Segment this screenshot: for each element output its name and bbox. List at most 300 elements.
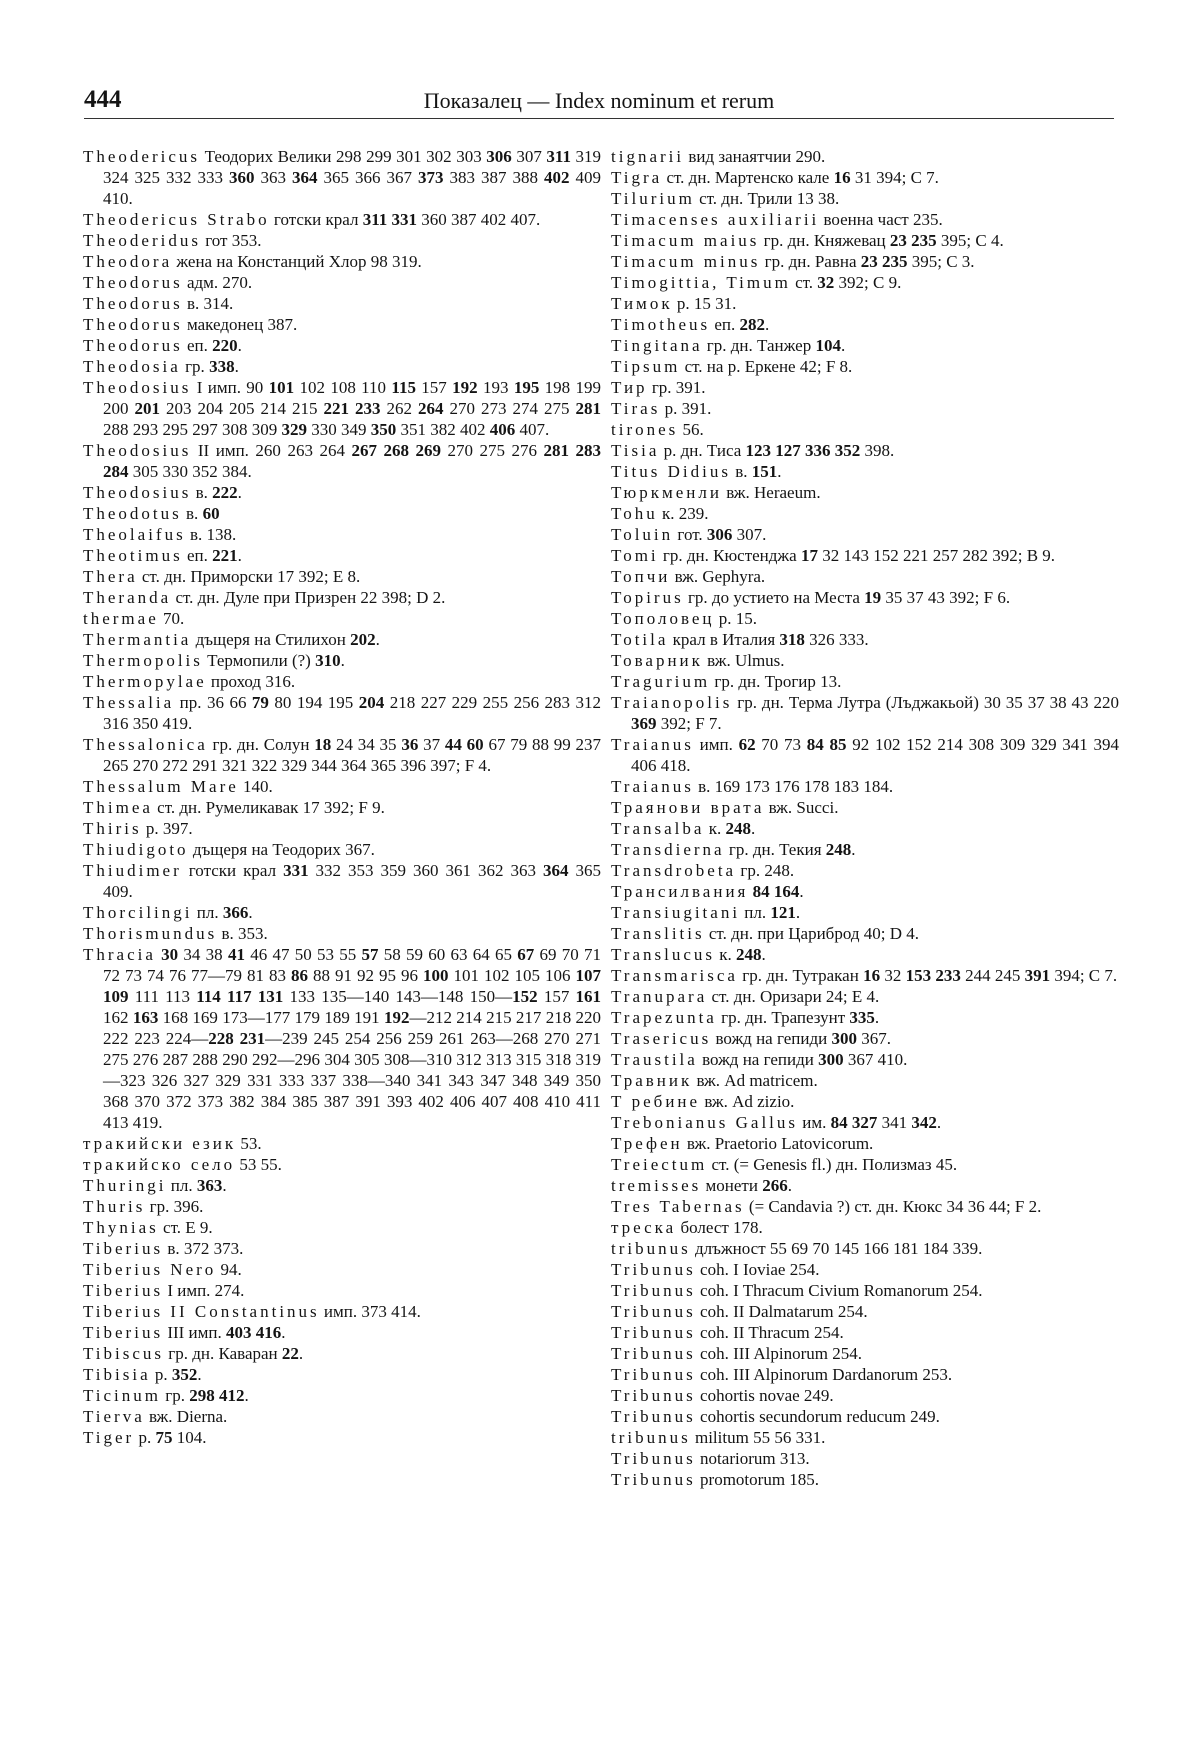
entry-headword: Thessalum Mare xyxy=(83,777,239,796)
index-entry xyxy=(83,1217,601,1238)
index-entry xyxy=(611,671,1119,692)
entry-headword: Thimea xyxy=(83,798,153,817)
index-entry xyxy=(611,839,1119,860)
index-entry xyxy=(611,881,1119,902)
entry-text: cohortis novae 249. xyxy=(695,1386,834,1405)
entry-headword: tremisses xyxy=(611,1176,702,1195)
index-entry xyxy=(611,440,1119,461)
index-entry xyxy=(611,1133,1119,1154)
index-entry xyxy=(611,482,1119,503)
entry-text: 30 34 38 41 46 47 50 53 55 57 58 59 60 63 64 65 67 69 70 71 72 73 74 76 77—79 81 83 86 88 91 92 95 96 100 101 102 105 106 107 109 111 113 114 117 131 133 135—140 143—148 150—152 157 161 162 163 168 169 173—177 179 189 191 192—212 214 215 217 218 220 222 223 224—228 231—239 245 254 256 259 261 263—268 270 271 275 276 287 288 290 292—296 304 305 308—310 312 313 315 318 319—323 326 327 329 331 333 337 338—340 341 343 347 348 349 350 368 370 372 373 382 384 385 387 391 393 402 406 407 408 410 411 413 419. xyxy=(103,945,602,1132)
entry-headword: Товарник xyxy=(611,651,703,670)
index-entry xyxy=(83,1259,601,1280)
index-entry xyxy=(611,986,1119,1007)
index-entry xyxy=(611,419,1119,440)
entry-headword: tribunus xyxy=(611,1428,691,1447)
entry-headword: Tiberius xyxy=(83,1281,164,1300)
entry-text: гр. дн. Танжер 104. xyxy=(702,336,846,355)
entry-headword: Tibisia xyxy=(83,1365,151,1384)
entry-headword: Traianus xyxy=(611,735,694,754)
index-entry xyxy=(83,1133,601,1154)
entry-text: готски крал 311 331 360 387 402 407. xyxy=(269,210,541,229)
entry-text: гр. 248. xyxy=(736,861,795,880)
entry-text: к. 248. xyxy=(704,819,756,838)
page-header xyxy=(84,86,1114,120)
index-entry xyxy=(83,734,601,776)
entry-text: гот 353. xyxy=(200,231,262,250)
entry-text: еп. 221. xyxy=(182,546,242,565)
entry-headword: Theodora xyxy=(83,252,173,271)
entry-text: вж. Praetorio Latovicorum. xyxy=(682,1134,874,1153)
index-entry xyxy=(611,545,1119,566)
index-entry xyxy=(611,944,1119,965)
entry-text: 140. xyxy=(238,777,273,796)
entry-headword: Thynias xyxy=(83,1218,159,1237)
entry-text: I имп. 274. xyxy=(163,1281,245,1300)
entry-headword: Thorcilingi xyxy=(83,903,193,922)
entry-headword: Tribunus xyxy=(611,1344,696,1363)
index-entry xyxy=(611,734,1119,776)
entry-text: ст. дн. Трили 13 38. xyxy=(694,189,840,208)
entry-text: в. 222. xyxy=(191,483,242,502)
entry-text: дъщеря на Стилихон 202. xyxy=(191,630,380,649)
entry-headword: Thessalia xyxy=(83,693,175,712)
entry-headword: Titus Didius xyxy=(611,462,731,481)
entry-headword: Tomi xyxy=(611,546,659,565)
entry-headword: Theodorus xyxy=(83,315,183,334)
header-rule xyxy=(84,118,1114,119)
index-entry xyxy=(83,1238,601,1259)
entry-headword: Thermantia xyxy=(83,630,192,649)
index-entry xyxy=(83,1427,601,1448)
entry-text: 70. xyxy=(158,609,185,628)
entry-text: ст. дн. Мартенско кале 16 31 394; C 7. xyxy=(662,168,939,187)
index-entry xyxy=(83,860,601,902)
entry-headword: Tiras xyxy=(611,399,661,418)
entry-text: вж. Ad zizio. xyxy=(700,1092,795,1111)
entry-headword: Traianus xyxy=(611,777,694,796)
index-entry xyxy=(83,1175,601,1196)
index-entry xyxy=(611,1427,1119,1448)
index-entry xyxy=(83,1406,601,1427)
entry-headword: Timotheus xyxy=(611,315,711,334)
entry-text: македонец 387. xyxy=(182,315,298,334)
entry-headword: Tohu xyxy=(611,504,658,523)
entry-headword: Тюркменли xyxy=(611,483,722,502)
entry-headword: Trebonianus Gallus xyxy=(611,1113,799,1132)
entry-text: р. дн. Тиса 123 127 336 352 398. xyxy=(659,441,895,460)
index-entry xyxy=(83,1322,601,1343)
entry-text: имп. 62 70 73 84 85 92 102 152 214 308 309 329 341 394 406 418. xyxy=(631,735,1120,775)
index-entry xyxy=(611,209,1119,230)
index-entry xyxy=(611,1385,1119,1406)
entry-text: в. 353. xyxy=(217,924,268,943)
index-entry xyxy=(83,839,601,860)
entry-headword: Translitis xyxy=(611,924,705,943)
index-entry xyxy=(611,356,1119,377)
entry-headword: Tragurium xyxy=(611,672,711,691)
entry-text: р. 75 104. xyxy=(134,1428,207,1447)
entry-text: coh. III Alpinorum Dardanorum 253. xyxy=(695,1365,953,1384)
index-entry xyxy=(611,251,1119,272)
entry-text: пл. 363. xyxy=(166,1176,227,1195)
index-entry xyxy=(83,356,601,377)
index-entry xyxy=(611,1154,1119,1175)
entry-headword: Transdrobeta xyxy=(611,861,737,880)
index-entry xyxy=(611,692,1119,734)
entry-headword: Theolaifus xyxy=(83,525,186,544)
entry-text: вж. Succi. xyxy=(764,798,839,817)
entry-headword: Thiris xyxy=(83,819,142,838)
entry-headword: Tibiscus xyxy=(83,1344,165,1363)
index-entry xyxy=(611,188,1119,209)
entry-text: в. 372 373. xyxy=(163,1239,244,1258)
entry-text: имп. 373 414. xyxy=(319,1302,421,1321)
index-entry xyxy=(83,1343,601,1364)
index-entry xyxy=(611,503,1119,524)
index-entry xyxy=(83,1301,601,1322)
entry-headword: Thorismundus xyxy=(83,924,218,943)
entry-text: вожд на гепиди 300 367. xyxy=(711,1029,891,1048)
entry-text: вж. Gephyra. xyxy=(670,567,766,586)
entry-headword: Thera xyxy=(83,567,138,586)
entry-headword: Тир xyxy=(611,378,648,397)
entry-text: проход 316. xyxy=(206,672,296,691)
index-entry xyxy=(83,608,601,629)
entry-headword: Tribunus xyxy=(611,1323,696,1342)
entry-text: дъщеря на Теодорих 367. xyxy=(188,840,375,859)
entry-text: II имп. 260 263 264 267 268 269 270 275 276 281 283 284 305 330 352 384. xyxy=(103,441,602,481)
entry-text: гр. дн. Терма Лутра (Лъджакьой) 30 35 37 38 43 220 369 392; F 7. xyxy=(631,693,1119,733)
entry-text: к. 248. xyxy=(715,945,766,964)
entry-text: гот. 306 307. xyxy=(673,525,767,544)
entry-headword: Translucus xyxy=(611,945,715,964)
entry-text: notariorum 313. xyxy=(695,1449,810,1468)
entry-text: 56. xyxy=(678,420,704,439)
entry-text: ст. дн. Румеликавак 17 392; F 9. xyxy=(152,798,385,817)
index-entry xyxy=(611,1091,1119,1112)
index-entry xyxy=(83,293,601,314)
index-entry xyxy=(611,1112,1119,1133)
index-entry xyxy=(611,1217,1119,1238)
index-entry xyxy=(611,146,1119,167)
index-entry xyxy=(611,377,1119,398)
index-entry xyxy=(611,230,1119,251)
entry-text: гр. 338. xyxy=(180,357,239,376)
index-entry xyxy=(83,587,601,608)
entry-headword: Tribunus xyxy=(611,1470,696,1489)
index-entry xyxy=(83,1196,601,1217)
entry-headword: Timogittia, Timum xyxy=(611,273,791,292)
index-entry xyxy=(83,272,601,293)
index-entry xyxy=(611,818,1119,839)
index-entry xyxy=(611,776,1119,797)
entry-text: в. 169 173 176 178 183 184. xyxy=(693,777,894,796)
index-entry xyxy=(83,818,601,839)
entry-headword: Tiberius xyxy=(83,1239,164,1258)
index-entry xyxy=(611,1028,1119,1049)
entry-text: 53 55. xyxy=(235,1155,282,1174)
index-entry xyxy=(83,482,601,503)
entry-headword: Травник xyxy=(611,1071,693,1090)
index-entry xyxy=(611,167,1119,188)
entry-headword: Thermopylae xyxy=(83,672,207,691)
entry-text: к. 239. xyxy=(657,504,709,523)
entry-headword: Theodosia xyxy=(83,357,181,376)
entry-headword: Трансилвания xyxy=(611,882,749,901)
entry-text: III имп. 403 416. xyxy=(163,1323,286,1342)
entry-text: в. 60 xyxy=(181,504,220,523)
entry-text: coh. II Dalmatarum 254. xyxy=(695,1302,868,1321)
entry-headword: Thuris xyxy=(83,1197,146,1216)
entry-headword: Tigra xyxy=(611,168,663,187)
entry-headword: Tipsum xyxy=(611,357,681,376)
entry-text: Термопили (?) 310. xyxy=(202,651,345,670)
index-entry xyxy=(611,902,1119,923)
entry-text: гр. дн. Трапезунт 335. xyxy=(716,1008,880,1027)
entry-headword: Tiger xyxy=(83,1428,135,1447)
index-column-left xyxy=(83,146,601,1448)
index-entry xyxy=(611,314,1119,335)
entry-text: promotorum 185. xyxy=(695,1470,820,1489)
entry-headword: Thiudimer xyxy=(83,861,182,880)
index-entry xyxy=(83,629,601,650)
entry-text: I имп. 90 101 102 108 110 115 157 192 193 195 198 199 200 201 203 204 205 214 215 221 233 262 264 270 273 274 275 281 288 293 295 297 308 309 329 330 349 350 351 382 402 406 407. xyxy=(103,378,602,439)
index-entry xyxy=(83,377,601,440)
entry-text: coh. I Ioviae 254. xyxy=(695,1260,820,1279)
entry-headword: Тимок xyxy=(611,294,673,313)
entry-text: ст. дн. Дуле при Призрен 22 398; D 2. xyxy=(171,588,446,607)
entry-text: еп. 282. xyxy=(710,315,770,334)
entry-headword: Т ребине xyxy=(611,1092,701,1111)
entry-text: болест 178. xyxy=(676,1218,763,1237)
entry-headword: Totila xyxy=(611,630,669,649)
index-entry xyxy=(611,1259,1119,1280)
entry-headword: Топчи xyxy=(611,567,671,586)
entry-headword: Transmarisca xyxy=(611,966,738,985)
entry-text: гр. дн. Каваран 22. xyxy=(164,1344,304,1363)
index-entry xyxy=(83,923,601,944)
index-entry xyxy=(83,314,601,335)
index-entry xyxy=(611,1007,1119,1028)
index-entry xyxy=(83,251,601,272)
entry-headword: тракийски език xyxy=(83,1134,237,1153)
entry-headword: Thracia xyxy=(83,945,156,964)
entry-text: р. 15 31. xyxy=(672,294,737,313)
entry-text: в. 151. xyxy=(730,462,782,481)
entry-headword: Theodericus Strabo xyxy=(83,210,270,229)
index-entry xyxy=(83,209,601,230)
entry-text: в. 314. xyxy=(182,294,234,313)
entry-headword: Theodosius xyxy=(83,483,192,502)
entry-headword: Theotimus xyxy=(83,546,183,565)
index-entry xyxy=(611,293,1119,314)
entry-text: монети 266. xyxy=(701,1176,792,1195)
entry-headword: Thermopolis xyxy=(83,651,203,670)
index-entry xyxy=(611,1406,1119,1427)
index-entry xyxy=(83,776,601,797)
entry-text: гр. 298 412. xyxy=(161,1386,249,1405)
index-column-right xyxy=(611,146,1119,1490)
entry-headword: Tingitana xyxy=(611,336,703,355)
entry-text: адм. 270. xyxy=(182,273,253,292)
entry-headword: Timacenses auxiliarii xyxy=(611,210,820,229)
entry-headword: Transalba xyxy=(611,819,705,838)
entry-headword: Tribunus xyxy=(611,1449,696,1468)
index-entry xyxy=(611,524,1119,545)
index-entry xyxy=(611,1238,1119,1259)
entry-text: вожд на гепиди 300 367 410. xyxy=(697,1050,908,1069)
entry-text: крал в Италия 318 326 333. xyxy=(668,630,869,649)
entry-text: гр. дн. Текия 248. xyxy=(724,840,856,859)
entry-text: р. 391. xyxy=(660,399,712,418)
entry-headword: Tiberius Nero xyxy=(83,1260,217,1279)
index-entry xyxy=(83,335,601,356)
index-entry xyxy=(611,965,1119,986)
entry-headword: Topirus xyxy=(611,588,684,607)
entry-text: им. 84 327 341 342. xyxy=(798,1113,942,1132)
entry-text: гр. 391. xyxy=(647,378,706,397)
index-entry xyxy=(83,524,601,545)
entry-headword: Theranda xyxy=(83,588,172,607)
entry-text: вид занаятчии 290. xyxy=(684,147,826,166)
index-entry xyxy=(611,1196,1119,1217)
index-entry xyxy=(611,1070,1119,1091)
index-entry xyxy=(83,545,601,566)
entry-text: еп. 220. xyxy=(182,336,242,355)
index-entry xyxy=(83,566,601,587)
entry-text: р. 352. xyxy=(150,1365,202,1384)
entry-text: жена на Констанций Хлор 98 319. xyxy=(172,252,422,271)
entry-headword: Theodosius xyxy=(83,441,192,460)
entry-text: coh. III Alpinorum 254. xyxy=(695,1344,862,1363)
index-entry xyxy=(611,1301,1119,1322)
entry-headword: Thiudigoto xyxy=(83,840,189,859)
entry-text: гр. дн. Тутракан 16 32 153 233 244 245 391 394; C 7. xyxy=(737,966,1118,985)
index-entry xyxy=(83,1385,601,1406)
entry-text: гр. дн. Солун 18 24 34 35 36 37 44 60 67 79 88 99 237 265 270 272 291 321 322 329 344 364 365 396 397; F 4. xyxy=(103,735,602,775)
index-entry xyxy=(611,629,1119,650)
index-entry xyxy=(83,692,601,734)
entry-headword: thermae xyxy=(83,609,159,628)
index-entry xyxy=(611,461,1119,482)
entry-headword: Tiberius II Constantinus xyxy=(83,1302,320,1321)
entry-headword: tribunus xyxy=(611,1239,691,1258)
entry-headword: Tranupara xyxy=(611,987,708,1006)
entry-headword: Trasericus xyxy=(611,1029,712,1048)
entry-text: вж. Ulmus. xyxy=(702,651,785,670)
entry-headword: Tisia xyxy=(611,441,660,460)
entry-headword: Trapezunta xyxy=(611,1008,717,1027)
entry-text: длъжност 55 69 70 145 166 181 184 339. xyxy=(690,1239,983,1258)
index-entry xyxy=(83,503,601,524)
entry-headword: Traianopolis xyxy=(611,693,733,712)
entry-text: 84 164. xyxy=(752,882,804,901)
entry-headword: Tribunus xyxy=(611,1407,696,1426)
entry-headword: Theodorus xyxy=(83,294,183,313)
index-entry xyxy=(611,860,1119,881)
entry-text: militum 55 56 331. xyxy=(690,1428,826,1447)
index-entry xyxy=(83,146,601,209)
index-entry xyxy=(611,566,1119,587)
entry-headword: Transdierna xyxy=(611,840,725,859)
entry-text: в. 138. xyxy=(185,525,237,544)
index-entry xyxy=(83,902,601,923)
index-entry xyxy=(611,1469,1119,1490)
entry-headword: Toluin xyxy=(611,525,674,544)
entry-text: ст. дн. при Цариброд 40; D 4. xyxy=(704,924,919,943)
entry-text: вж. Dierna. xyxy=(144,1407,228,1426)
entry-text: ст. E 9. xyxy=(158,1218,213,1237)
entry-headword: Tribunus xyxy=(611,1302,696,1321)
index-entry xyxy=(83,671,601,692)
entry-text: ст. (= Genesis fl.) дн. Полизмаз 45. xyxy=(707,1155,958,1174)
running-title: Показалец — Index nominum et rerum xyxy=(423,88,775,113)
entry-headword: Thessalonica xyxy=(83,735,208,754)
entry-headword: Theodosius xyxy=(83,378,192,397)
entry-headword: Tres Tabernas xyxy=(611,1197,745,1216)
index-entry xyxy=(83,440,601,482)
entry-text: вж. Ad matricem. xyxy=(692,1071,818,1090)
entry-text: cohortis secundorum reducum 249. xyxy=(695,1407,940,1426)
entry-text: coh. II Thracum 254. xyxy=(695,1323,844,1342)
entry-headword: Traustila xyxy=(611,1050,698,1069)
index-entry xyxy=(611,272,1119,293)
entry-text: р. 15. xyxy=(714,609,758,628)
index-entry xyxy=(611,650,1119,671)
entry-text: готски крал 331 332 353 359 360 361 362 363 364 365 409. xyxy=(103,861,602,901)
entry-headword: Theodorus xyxy=(83,336,183,355)
entry-text: Теодорих Велики 298 299 301 302 303 306 307 311 319 324 325 332 333 360 363 364 365 366 367 373 383 387 388 402 409 410. xyxy=(103,147,602,208)
entry-text: 53. xyxy=(236,1134,262,1153)
entry-headword: Timacum minus xyxy=(611,252,761,271)
entry-text: coh. I Thracum Civium Romanorum 254. xyxy=(695,1281,983,1300)
index-entry xyxy=(611,923,1119,944)
entry-headword: треска xyxy=(611,1218,677,1237)
entry-text: военна част 235. xyxy=(819,210,943,229)
entry-text: гр. 396. xyxy=(145,1197,204,1216)
index-entry xyxy=(611,587,1119,608)
entry-text: гр. дн. Кюстенджа 17 32 143 152 221 257 282 392; B 9. xyxy=(658,546,1056,565)
entry-headword: Tiberius xyxy=(83,1323,164,1342)
index-entry xyxy=(611,1448,1119,1469)
entry-headword: Theodericus xyxy=(83,147,201,166)
entry-text: пл. 121. xyxy=(740,903,801,922)
index-entry xyxy=(611,1049,1119,1070)
entry-text: гр. дн. Равна 23 235 395; C 3. xyxy=(760,252,975,271)
entry-headword: Transiugitani xyxy=(611,903,741,922)
entry-headword: Tribunus xyxy=(611,1386,696,1405)
entry-headword: тракийско село xyxy=(83,1155,236,1174)
entry-text: ст. 32 392; C 9. xyxy=(790,273,902,292)
index-entry xyxy=(611,398,1119,419)
entry-text: ст. на р. Еркене 42; F 8. xyxy=(680,357,853,376)
entry-headword: tirones xyxy=(611,420,679,439)
entry-text: (= Candavia ?) ст. дн. Кюкс 34 36 44; F 2. xyxy=(744,1197,1042,1216)
index-entry xyxy=(611,335,1119,356)
entry-headword: Tribunus xyxy=(611,1281,696,1300)
index-entry xyxy=(83,1364,601,1385)
entry-headword: Tilurium xyxy=(611,189,695,208)
entry-text: гр. дн. Княжевац 23 235 395; C 4. xyxy=(759,231,1004,250)
entry-headword: Tribunus xyxy=(611,1260,696,1279)
entry-text: пл. 366. xyxy=(192,903,253,922)
entry-headword: Трефен xyxy=(611,1134,683,1153)
index-entry xyxy=(83,230,601,251)
index-entry xyxy=(611,1280,1119,1301)
index-entry xyxy=(611,1322,1119,1343)
index-entry xyxy=(83,1154,601,1175)
